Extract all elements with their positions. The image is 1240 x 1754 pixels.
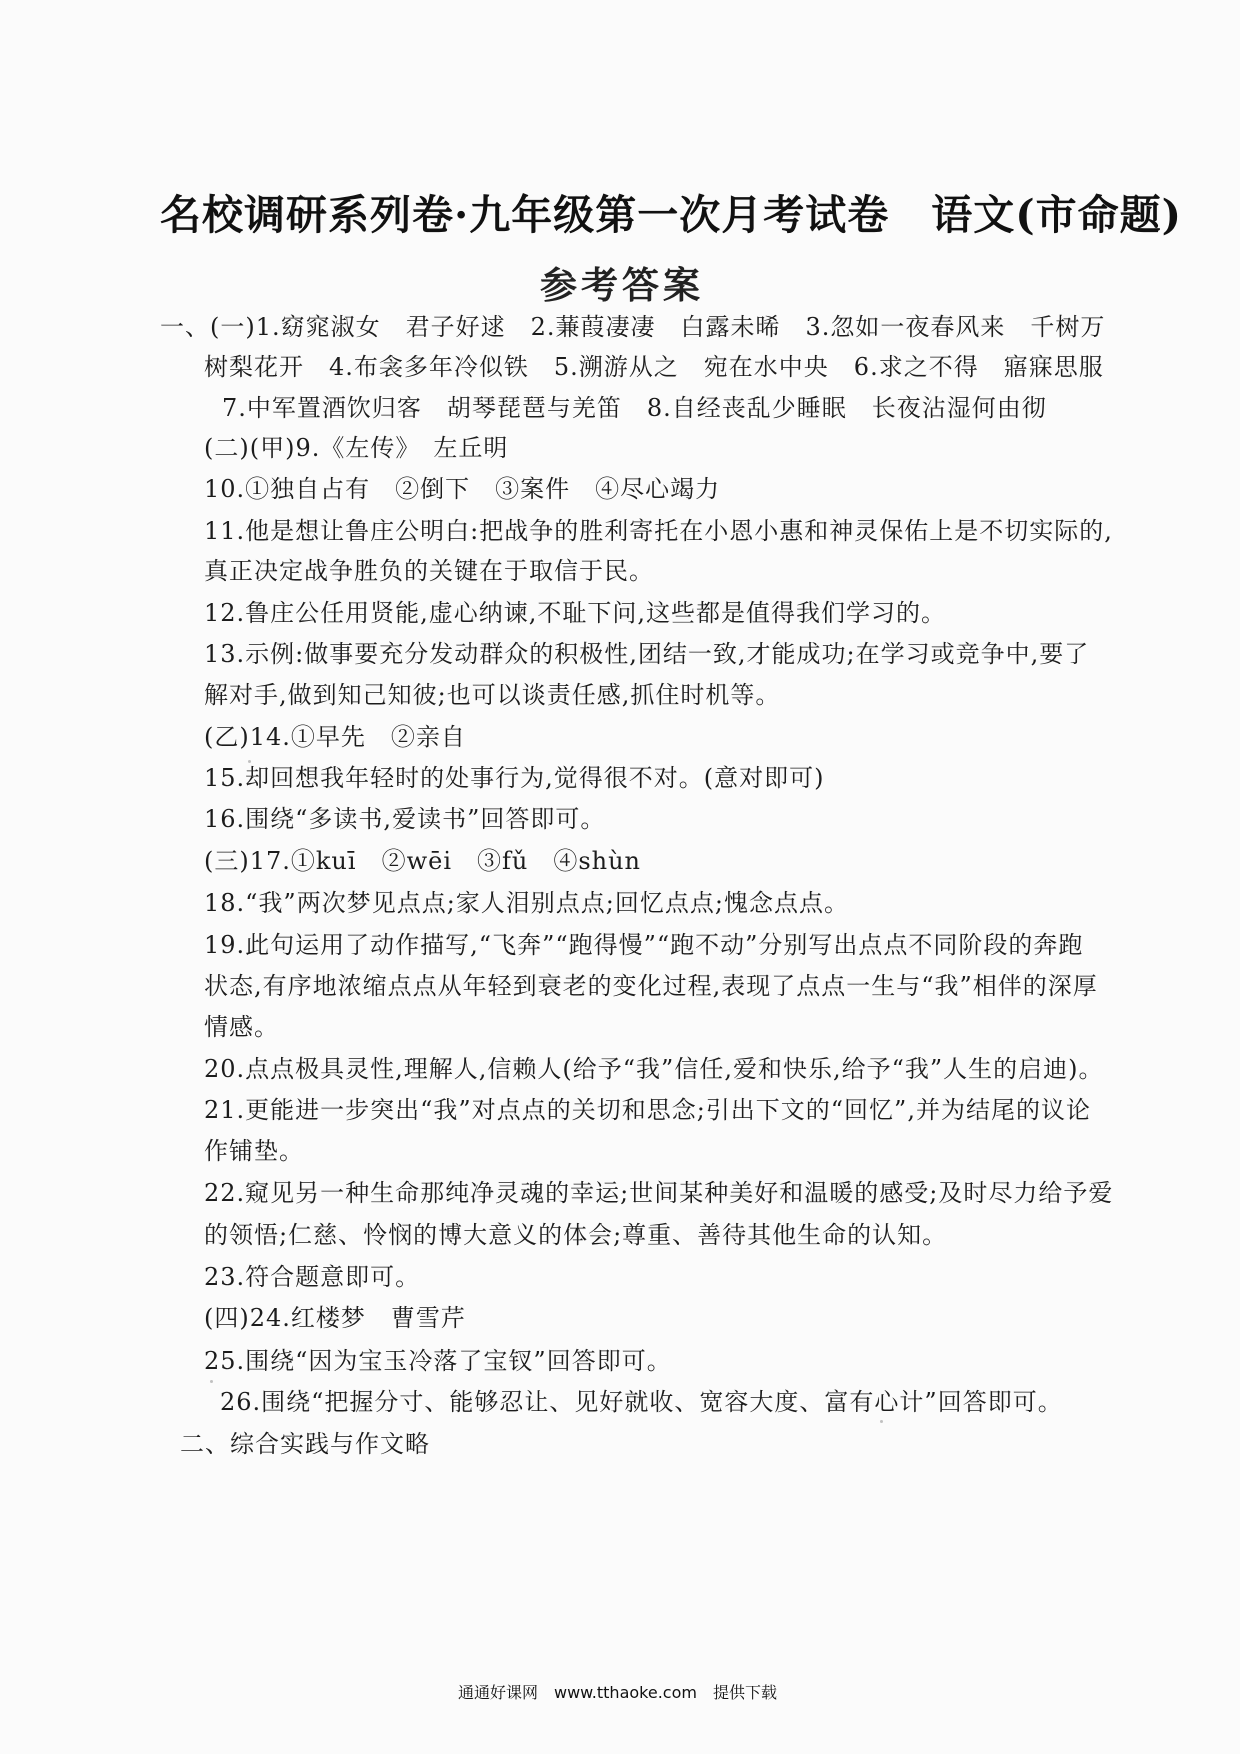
answer-line: 树梨花开 4.布衾多年冷似铁 5.溯游从之 宛在水中央 6.求之不得 寤寐思服 [204,353,1104,381]
answer-line: 20.点点极具灵性,理解人,信赖人(给予“我”信任,爱和快乐,给予“我”人生的启迪)。 [204,1055,1104,1083]
scan-speck [210,1380,213,1383]
answer-line: 状态,有序地浓缩点点从年轻到衰老的变化过程,表现了点点一生与“我”相伴的深厚 [204,972,1098,1000]
answer-line: 10.①独自占有 ②倒下 ③案件 ④尽心竭力 [204,475,721,503]
answer-line: 作铺垫。 [204,1137,304,1165]
answer-line: 19.此句运用了动作描写,“飞奔”“跑得慢”“跑不动”分别写出点点不同阶段的奔跑 [204,931,1084,959]
answer-line: (四)24.红楼梦 曹雪芹 [204,1304,466,1332]
answer-line: 二、综合实践与作文略 [180,1430,430,1458]
page-footer: 通通好课网 www.tthaoke.com 提供下载 [458,1683,777,1702]
answer-line: 26.围绕“把握分寸、能够忍让、见好就收、宽容大度、富有心计”回答即可。 [220,1388,1063,1416]
answer-line: 23.符合题意即可。 [204,1263,421,1291]
answer-line: 25.围绕“因为宝玉冷落了宝钗”回答即可。 [204,1347,672,1375]
answer-line: 7.中军置酒饮归客 胡琴琵琶与羌笛 8.自经丧乱少睡眠 长夜沾湿何由彻 [222,394,1047,422]
answer-line: 12.鲁庄公任用贤能,虚心纳谏,不耻下问,这些都是值得我们学习的。 [204,599,947,627]
answer-line: 16.围绕“多读书,爱读书”回答即可。 [204,805,606,833]
page-subtitle: 参考答案 [540,264,704,307]
answer-line: (乙)14.①早先 ②亲自 [204,723,466,751]
answer-line: (二)(甲)9.《左传》 左丘明 [204,434,509,462]
answer-line: 情感。 [204,1013,279,1041]
answer-line: 真正决定战争胜负的关键在于取信于民。 [204,557,654,585]
page-title: 名校调研系列卷·九年级第一次月考试卷 语文(市命题) [160,191,1183,239]
answer-line: 的领悟;仁慈、怜悯的博大意义的体会;尊重、善待其他生命的认知。 [204,1221,948,1249]
answer-line: 18.“我”两次梦见点点;家人泪别点点;回忆点点;愧念点点。 [204,889,849,917]
answer-line: 22.窥见另一种生命那纯净灵魂的幸运;世间某种美好和温暖的感受;及时尽力给予爱 [204,1179,1114,1207]
answer-line: 15.却回想我年轻时的处事行为,觉得很不对。(意对即可) [204,764,825,792]
answer-line: 11.他是想让鲁庄公明白:把战争的胜利寄托在小恩小惠和神灵保佑上是不切实际的, [204,517,1113,545]
answer-line: 21.更能进一步突出“我”对点点的关切和思念;引出下文的“回忆”,并为结尾的议论 [204,1096,1091,1124]
scan-speck [880,1420,883,1423]
answer-line: 一、(一)1.窈窕淑女 君子好逑 2.蒹葭凄凄 白露未晞 3.忽如一夜春风来 千树万 [160,313,1106,341]
answer-line: 13.示例:做事要充分发动群众的积极性,团结一致,才能成功;在学习或竞争中,要了 [204,640,1090,668]
answer-line: (三)17.①kuī ②wēi ③fǔ ④shùn [204,847,642,875]
answer-line: 解对手,做到知己知彼;也可以谈责任感,抓住时机等。 [204,681,781,709]
